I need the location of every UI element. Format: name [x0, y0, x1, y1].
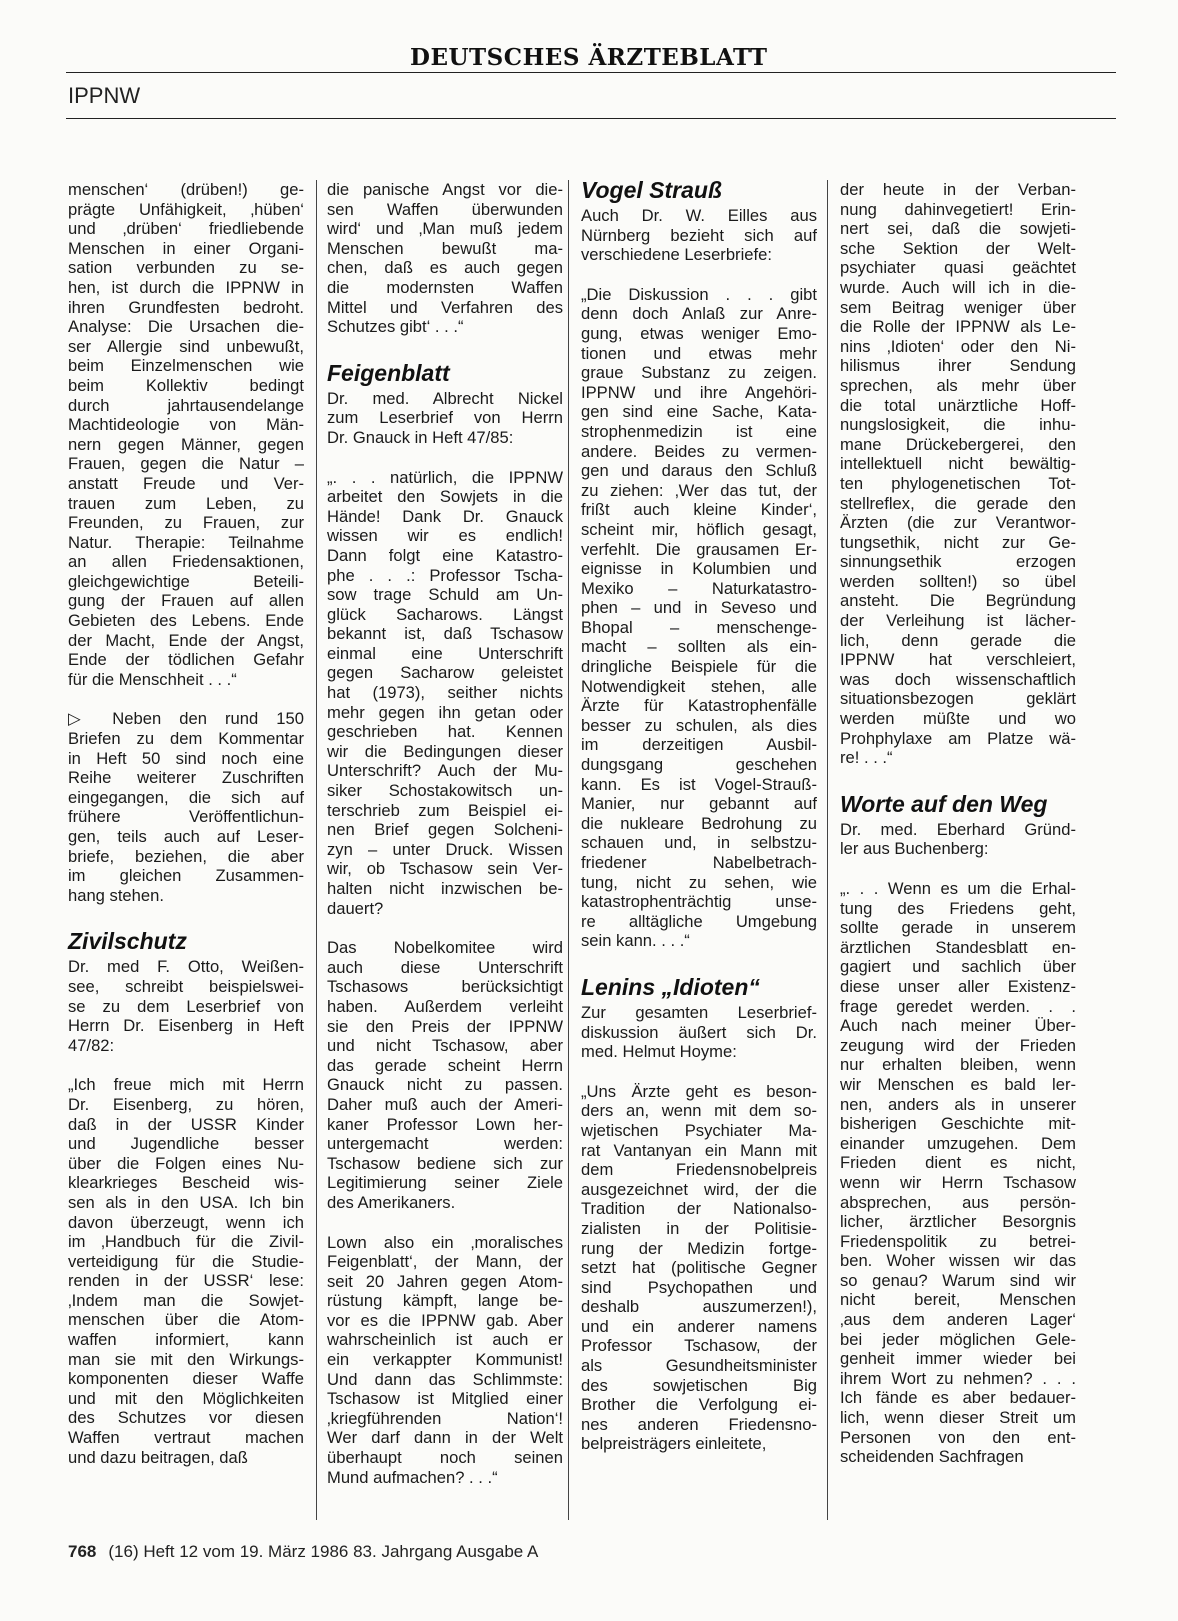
paragraph: [581, 206, 817, 265]
text-line: Frauen, gegen die Natur –: [68, 454, 304, 474]
text-line: einmal eine Unterschrift: [327, 643, 563, 663]
text-line: Professor Tschasow, der: [581, 1336, 817, 1356]
text-line: klearkrieges Bescheid wis-: [68, 1173, 304, 1193]
text-line: der heute in der Verban-: [840, 180, 1076, 199]
text-line: wir, ob Tschasow sein Ver-: [327, 859, 563, 879]
text-line: untergemacht werden:: [327, 1134, 563, 1154]
text-line: Bhopal – menschenge-: [581, 617, 817, 637]
text-line: Unterschrift? Auch der Mu-: [327, 761, 563, 781]
section-rule: [66, 118, 1116, 119]
paragraph: [581, 1082, 817, 1454]
text-line: bisherigen Geschichte mit-: [840, 1114, 1076, 1134]
text-line: Natur. Therapie: Teilnahme: [68, 532, 304, 552]
column-3: [581, 177, 817, 1454]
text-line: rat Vantanyan ein Mann mit: [581, 1140, 817, 1160]
text-line: Mund aufmachen? . . .“: [327, 1467, 498, 1487]
text-line: ein verkappter Kommunist!: [327, 1350, 563, 1370]
text-line: gegen Sacharow geleistet: [327, 663, 563, 683]
column-divider: [316, 180, 317, 1520]
text-line: Dann folgt eine Katastro-: [327, 545, 563, 565]
text-line: über die Folgen eines Nu-: [68, 1153, 304, 1173]
paragraph: [68, 1075, 304, 1467]
text-line: „Die Diskussion . . . gibt: [581, 284, 817, 304]
text-line: glück Sacharows. Längst: [327, 604, 563, 624]
text-line: denn doch Anlaß zur Anre-: [581, 304, 817, 324]
text-line: Daher muß auch der Ameri-: [327, 1094, 563, 1114]
text-line: der Macht, Ende der Angst,: [68, 630, 304, 650]
text-line: zeugung wird der Frieden: [840, 1035, 1076, 1055]
article-heading: Vogel Strauß: [581, 177, 722, 203]
text-line: des Amerikaners.: [327, 1192, 456, 1212]
text-line: Menschen in einer Organi-: [68, 238, 304, 258]
text-line: des Schutzes vor diesen: [68, 1408, 304, 1428]
text-line: seit 20 Jahren gegen Atom-: [327, 1271, 563, 1291]
text-line: waffen informiert, kann: [68, 1330, 304, 1350]
text-line: durch jahrtausendelange: [68, 395, 304, 415]
column-divider: [568, 180, 569, 1520]
text-line: und ein anderer namens: [581, 1316, 817, 1336]
text-line: „Uns Ärzte geht es beson-: [581, 1081, 817, 1101]
text-line: im ‚Handbuch für die Zivil-: [68, 1232, 304, 1252]
text-line: friedener Nabelbetrach-: [581, 853, 817, 872]
paragraph: [840, 879, 1076, 1467]
text-line: ders an, wenn mit dem so-: [581, 1101, 817, 1121]
text-line: Legitimierung seiner Ziele: [327, 1173, 563, 1193]
text-line: diskussion äußert sich Dr.: [581, 1022, 817, 1042]
text-line: wir die Bedingungen dieser: [327, 741, 563, 761]
text-line: tionen und etwas mehr: [581, 343, 817, 363]
text-line: sation verbunden zu se-: [68, 258, 304, 278]
text-line: nung dahinvegetiert! Erin-: [840, 199, 1076, 219]
text-line: Dr. med F. Otto, Weißen-: [68, 957, 304, 977]
text-line: man sie mit den Wirkungs-: [68, 1349, 304, 1369]
text-line: schauen und, in selbstzu-: [581, 833, 817, 853]
text-line: davon überzeugt, wenn ich: [68, 1212, 304, 1232]
page-number: 768: [68, 1542, 97, 1561]
text-line: re! . . .“: [840, 748, 893, 768]
text-line: phe . . .: Professor Tscha-: [327, 565, 563, 585]
text-line: überhaupt noch seinen: [327, 1448, 563, 1468]
text-line: dringliche Beispiele für die: [581, 657, 817, 677]
text-line: prägte Unfähigkeit, ‚hüben‘: [68, 199, 304, 219]
text-line: hen, ist durch die IPPNW in: [68, 277, 304, 297]
text-line: zyn – unter Druck. Wissen: [327, 839, 563, 859]
text-line: rüstung kämpft, lange be-: [327, 1291, 563, 1311]
text-line: med. Helmut Hoyme:: [581, 1042, 737, 1062]
text-line: halten nicht inzwischen be-: [327, 879, 563, 898]
text-line: ten phylogenetischen Tot-: [840, 473, 1076, 493]
text-line: Lown also ein ‚moralisches: [327, 1232, 563, 1252]
text-line: kaner Professor Lown her-: [327, 1114, 563, 1134]
text-line: wjetischen Psychiater Ma-: [581, 1120, 817, 1140]
text-line: ärztlichen Standesblatt en-: [840, 937, 1076, 957]
text-line: gagiert und sachlich über: [840, 957, 1076, 977]
text-line: Personen von den ent-: [840, 1427, 1076, 1447]
text-line: scheidenden Sachfragen: [840, 1447, 1024, 1467]
article-heading: Worte auf den Weg: [840, 790, 1048, 817]
text-line: mane Drückebergerei, den: [840, 434, 1076, 454]
text-line: Notwendigkeit stehen, alle: [581, 676, 817, 696]
text-line: lich, denn gerade die: [840, 630, 1076, 650]
text-line: „. . . natürlich, die IPPNW: [327, 467, 563, 487]
text-line: nern gegen Männer, gegen: [68, 434, 304, 454]
text-line: andere. Beides zu vermen-: [581, 441, 817, 461]
paragraph: [68, 957, 304, 1055]
text-line: Feigenblatt‘, der Mann, der: [327, 1252, 563, 1272]
text-line: dem Friedensnobelpreis: [581, 1160, 817, 1180]
text-line: Hände! Dank Dr. Gnauck: [327, 506, 563, 526]
text-line: Manier, nur gebannt auf: [581, 794, 817, 814]
text-line: Das Nobelkomitee wird: [327, 938, 563, 958]
text-line: hat (1973), seither nichts: [327, 683, 563, 703]
text-line: Dr. Gnauck in Heft 47/85:: [327, 427, 514, 447]
text-line: die modernsten Waffen: [327, 277, 563, 297]
text-line: trauen zum Leben, zu: [68, 493, 304, 513]
text-line: der Verleihung ist lächer-: [840, 611, 1076, 631]
text-line: Ich fände es aber bedauer-: [840, 1388, 1076, 1408]
text-line: vor es die IPPNW gab. Aber: [327, 1310, 563, 1330]
text-line: sen als in den USA. Ich bin: [68, 1192, 304, 1212]
column-1: [68, 180, 304, 1467]
text-line: genheit immer wieder bei: [840, 1349, 1076, 1369]
text-line: see, schreibt beispielswei-: [68, 976, 304, 996]
text-line: tungsethik, nicht zur Ge-: [840, 532, 1076, 552]
text-line: arbeitet den Sowjets in die: [327, 487, 563, 507]
text-line: die panische Angst vor die-: [327, 180, 563, 199]
text-line: frißt auch kleine Kinder‘,: [581, 500, 817, 520]
text-line: Machtideologie von Män-: [68, 415, 304, 435]
article-heading: Zivilschutz: [68, 928, 187, 955]
article-heading: Lenins „Idioten“: [581, 973, 760, 1000]
text-line: zu ziehen: ‚Wer das tut, der: [581, 480, 817, 500]
section-label: IPPNW: [68, 83, 141, 108]
issue-info: (16) Heft 12 vom 19. März 1986 83. Jahrgang Ausgabe A: [108, 1542, 539, 1561]
text-line: wir Menschen es bald ler-: [840, 1074, 1076, 1094]
text-line: ‚aus dem anderen Lager‘: [840, 1310, 1076, 1330]
text-line: das gerade scheint Herrn: [327, 1055, 563, 1075]
text-line: beim Kollektiv bedingt: [68, 375, 304, 395]
text-line: ser Allergie sind unbewußt,: [68, 336, 304, 356]
text-line: Ende der tödlichen Gefahr: [68, 650, 304, 670]
text-line: scheint mir, höflich gesagt,: [581, 519, 817, 539]
text-line: gen sind eine Sache, Kata-: [581, 402, 817, 422]
text-line: nungslosigkeit, die inhu-: [840, 415, 1076, 435]
text-line: belpreisträgers einleitete,: [581, 1434, 767, 1454]
text-line: Ärzten (die zur Verantwor-: [840, 513, 1076, 533]
text-line: intellektuell nicht bewältig-: [840, 454, 1076, 474]
text-line: ihrem Wort zu nehmen? . . .: [840, 1368, 1076, 1388]
text-line: Freunden, zu Frauen, zur: [68, 513, 304, 533]
text-line: verteidigung für die Studie-: [68, 1251, 304, 1271]
text-line: sind Psychopathen und: [581, 1277, 817, 1297]
text-line: gung der Frauen auf allen: [68, 591, 304, 611]
text-line: was doch wissenschaftlich: [840, 669, 1076, 689]
text-line: komponenten dieser Waffe: [68, 1369, 304, 1389]
text-line: hilismus ihrer Sendung: [840, 356, 1076, 376]
text-line: menschen‘ (drüben!) ge-: [68, 180, 304, 199]
text-line: und nicht Tschasow, aber: [327, 1036, 563, 1056]
text-line: diese unser aller Existenz-: [840, 976, 1076, 996]
text-line: Dr. Eisenberg, zu hören,: [68, 1094, 304, 1114]
text-line: nins ‚Idioten‘ oder den Ni-: [840, 336, 1076, 356]
text-line: tung, nicht zu sehen, wie: [581, 872, 817, 892]
text-line: Gebieten des Lebens. Ende: [68, 611, 304, 631]
text-line: re alltägliche Umgebung: [581, 911, 817, 931]
text-line: und dazu beitragen, daß: [68, 1447, 248, 1467]
text-line: renden in der USSR‘ lese:: [68, 1271, 304, 1291]
text-line: Herrn Dr. Eisenberg in Heft: [68, 1016, 304, 1036]
text-line: setzt hat (politische Gegner: [581, 1258, 817, 1278]
text-line: „. . . Wenn es um die Erhal-: [840, 879, 1076, 898]
paragraph: [327, 468, 563, 919]
text-line: sow trage Schuld am Un-: [327, 585, 563, 605]
text-line: kann. Es ist Vogel-Strauß-: [581, 774, 817, 794]
page-footer: [68, 1542, 538, 1562]
text-line: sie den Preis der IPPNW: [327, 1016, 563, 1036]
text-line: Frieden dient es nicht,: [840, 1153, 1076, 1173]
text-line: nur erhalten bleiben, wenn: [840, 1055, 1076, 1075]
text-line: und mit den Möglichkeiten: [68, 1388, 304, 1408]
column-divider: [827, 180, 828, 1520]
text-line: verfehlt. Die grausamen Er-: [581, 539, 817, 559]
text-line: sche Sektion der Welt-: [840, 238, 1076, 258]
text-line: wahrscheinlich ist auch er: [327, 1330, 563, 1350]
text-line: ben. Woher wissen wir das: [840, 1251, 1076, 1271]
text-line: phen – und in Seveso und: [581, 598, 817, 618]
text-line: Menschen bewußt ma-: [327, 238, 563, 258]
text-line: mehr gegen ihn getan oder: [327, 702, 563, 722]
text-line: Tradition der Nationalso-: [581, 1199, 817, 1219]
text-line: die Rolle der IPPNW als Le-: [840, 317, 1076, 337]
text-line: Dr. med. Albrecht Nickel: [327, 388, 563, 408]
paragraph: [581, 285, 817, 951]
text-line: werden müßte und wo: [840, 709, 1076, 729]
text-line: katastrophenträchtig unse-: [581, 892, 817, 912]
text-line: briefe, beziehen, die aber: [68, 846, 304, 866]
text-line: licher, ärztlicher Besorgnis: [840, 1212, 1076, 1232]
text-line: sinnungsethik erzogen: [840, 552, 1076, 572]
text-line: stellreflex, die gerade den: [840, 493, 1076, 513]
paragraph: [840, 180, 1076, 768]
text-line: gen und daraus den Schluß: [581, 461, 817, 481]
paragraph: [581, 1003, 817, 1062]
text-line: frühere Veröffentlichun-: [68, 807, 304, 827]
text-line: terschrieb zum Beispiel ei-: [327, 800, 563, 820]
text-line: Dr. med. Eberhard Gründ-: [840, 819, 1076, 839]
text-line: dauert?: [327, 898, 384, 918]
text-line: ansteht. Die Begründung: [840, 591, 1076, 611]
text-line: auch diese Unterschrift: [327, 957, 563, 977]
text-line: hang stehen.: [68, 885, 164, 905]
text-line: wenn wir Herrn Tschasow: [840, 1172, 1076, 1192]
paragraph: [327, 180, 563, 337]
text-line: tung des Friedens geht,: [840, 898, 1076, 918]
text-line: menschen über die Atom-: [68, 1310, 304, 1330]
text-line: Tschasows berücksichtigt: [327, 977, 563, 997]
text-line: dungsgang geschehen: [581, 755, 817, 775]
text-line: IPPNW und ihre Angehöri-: [581, 382, 817, 402]
text-line: im derzeitigen Ausbil-: [581, 735, 817, 755]
column-4: [840, 180, 1076, 1467]
text-line: besser zu schulen, als dies: [581, 715, 817, 735]
paragraph: [327, 938, 563, 1212]
text-line: wissen wir es endlich!: [327, 526, 563, 546]
text-line: psychiater quasi geächtet: [840, 258, 1076, 278]
text-line: anstatt Freude und Ver-: [68, 473, 304, 493]
text-line: deshalb auszumerzen!),: [581, 1297, 817, 1317]
text-line: ‚Indem man die Sowjet-: [68, 1290, 304, 1310]
article-heading: Feigenblatt: [327, 359, 450, 386]
text-line: Ärzte für Katastrophenfälle: [581, 696, 817, 716]
text-line: so genau? Warum sind wir: [840, 1270, 1076, 1290]
text-line: Waffen vertraut machen: [68, 1428, 304, 1448]
text-line: Tschasow ist Mitglied einer: [327, 1389, 563, 1409]
text-line: ihren Grundfesten bedroht.: [68, 297, 304, 317]
text-line: einander umzugehen. Dem: [840, 1133, 1076, 1153]
text-line: strophenmedizin ist eine: [581, 421, 817, 441]
text-line: verschiedene Leserbriefe:: [581, 245, 772, 265]
text-line: sem Beitrag weniger über: [840, 297, 1076, 317]
text-line: zum Leserbrief von Herrn: [327, 408, 563, 428]
text-line: Schutzes gibt‘ . . .“: [327, 317, 464, 337]
text-line: sen Waffen überwunden: [327, 199, 563, 219]
text-line: Gnauck nicht zu passen.: [327, 1075, 563, 1095]
text-line: ler aus Buchenberg:: [840, 839, 989, 859]
text-line: werden sollten!) so übel: [840, 571, 1076, 591]
text-line: sprechen, als mehr über: [840, 375, 1076, 395]
paragraph: [327, 389, 563, 448]
text-line: nicht bereit, Menschen: [840, 1290, 1076, 1310]
text-line: Mexiko – Naturkatastro-: [581, 578, 817, 598]
text-line: nes anderen Friedensno-: [581, 1414, 817, 1434]
text-line: in Heft 50 sind noch eine: [68, 748, 304, 768]
text-line: chen, daß es auch gegen: [327, 258, 563, 278]
text-line: gen, teils auch auf Leser-: [68, 827, 304, 846]
text-line: bei jeder möglichen Gele-: [840, 1329, 1076, 1349]
text-line: IPPNW hat verschleiert,: [840, 650, 1076, 670]
text-line: frage geredet werden. . .: [840, 996, 1076, 1016]
paragraph: [840, 820, 1076, 859]
column-2: [327, 180, 563, 1487]
text-line: gung, etwas weniger Emo-: [581, 323, 817, 343]
text-line: siker Schostakowitsch un-: [327, 781, 563, 801]
text-line: ‚kriegführenden Nation‘!: [327, 1408, 563, 1428]
text-line: haben. Außerdem verleiht: [327, 996, 563, 1016]
text-line: eingegangen, die sich auf: [68, 787, 304, 807]
text-line: und Jugendliche besser: [68, 1134, 304, 1154]
text-line: nen, anders als in unserer: [840, 1094, 1076, 1114]
text-line: se zu dem Leserbrief von: [68, 996, 304, 1016]
text-line: für die Menschheit . . .“: [68, 669, 237, 689]
text-line: Brother die Verfolgung ei-: [581, 1395, 817, 1415]
text-line: gleichgewichtige Beteili-: [68, 571, 304, 591]
masthead-rule: [66, 72, 1116, 73]
text-line: ▷ Neben den rund 150: [68, 709, 304, 729]
text-line: Und dann das Schlimmste:: [327, 1369, 563, 1389]
text-line: Tschasow bediene sich zur: [327, 1153, 563, 1173]
text-line: bekannt ist, daß Tschasow: [327, 624, 563, 644]
text-line: beim Einzelmenschen wie: [68, 356, 304, 376]
text-line: sein kann. . . .“: [581, 931, 690, 951]
text-line: lich, wenn dieser Streit um: [840, 1408, 1076, 1428]
text-line: die total unärztliche Hoff-: [840, 395, 1076, 415]
text-line: Friedenspolitik zu betrei-: [840, 1231, 1076, 1251]
text-line: Prohphylaxe am Platze wä-: [840, 728, 1076, 748]
text-line: graue Substanz zu zeigen.: [581, 363, 817, 383]
text-line: im gleichen Zusammen-: [68, 866, 304, 886]
text-line: Wer darf dann in der Welt: [327, 1428, 563, 1448]
text-line: an allen Friedensaktionen,: [68, 552, 304, 572]
text-line: absprechen, aus persön-: [840, 1192, 1076, 1212]
text-line: des sowjetischen Big: [581, 1375, 817, 1395]
text-line: sollte gerade in unserem: [840, 918, 1076, 938]
text-line: Auch Dr. W. Eilles aus: [581, 206, 817, 225]
text-line: Mittel und Verfahren des: [327, 297, 563, 317]
text-line: situationsbezogen geklärt: [840, 689, 1076, 709]
text-line: nen Brief gegen Solcheni-: [327, 820, 563, 840]
text-line: wird‘ und ‚Man muß jedem: [327, 219, 563, 239]
text-line: Auch nach meiner Über-: [840, 1016, 1076, 1036]
text-line: die nukleare Bedrohung zu: [581, 813, 817, 833]
text-line: Briefen zu dem Kommentar: [68, 729, 304, 749]
text-line: eignisse in Kolumbien und: [581, 559, 817, 579]
text-line: als Gesundheitsminister: [581, 1356, 817, 1376]
paragraph: [68, 180, 304, 689]
text-line: Analyse: Die Ursachen die-: [68, 317, 304, 337]
text-line: daß in der USSR Kinder: [68, 1114, 304, 1134]
text-line: Nürnberg bezieht sich auf: [581, 225, 817, 245]
text-line: rung der Medizin fortge-: [581, 1238, 817, 1258]
text-line: ausgezeichnet wird, der die: [581, 1179, 817, 1199]
text-line: Zur gesamten Leserbrief-: [581, 1002, 817, 1022]
text-line: nert sei, daß die sowjeti-: [840, 219, 1076, 239]
text-line: Reihe weiterer Zuschriften: [68, 768, 304, 788]
paragraph: [68, 709, 304, 905]
masthead: DEUTSCHES ÄRZTEBLATT: [410, 44, 768, 71]
text-line: macht – sollten als ein-: [581, 637, 817, 657]
text-line: 47/82:: [68, 1035, 115, 1055]
text-line: und ‚drüben‘ friedliebende: [68, 219, 304, 239]
text-line: geschrieben hat. Kennen: [327, 722, 563, 742]
paragraph: [327, 1233, 563, 1488]
text-line: zialisten in der Politisie-: [581, 1218, 817, 1238]
text-line: „Ich freue mich mit Herrn: [68, 1075, 304, 1095]
text-line: wurde. Auch will ich in die-: [840, 277, 1076, 297]
